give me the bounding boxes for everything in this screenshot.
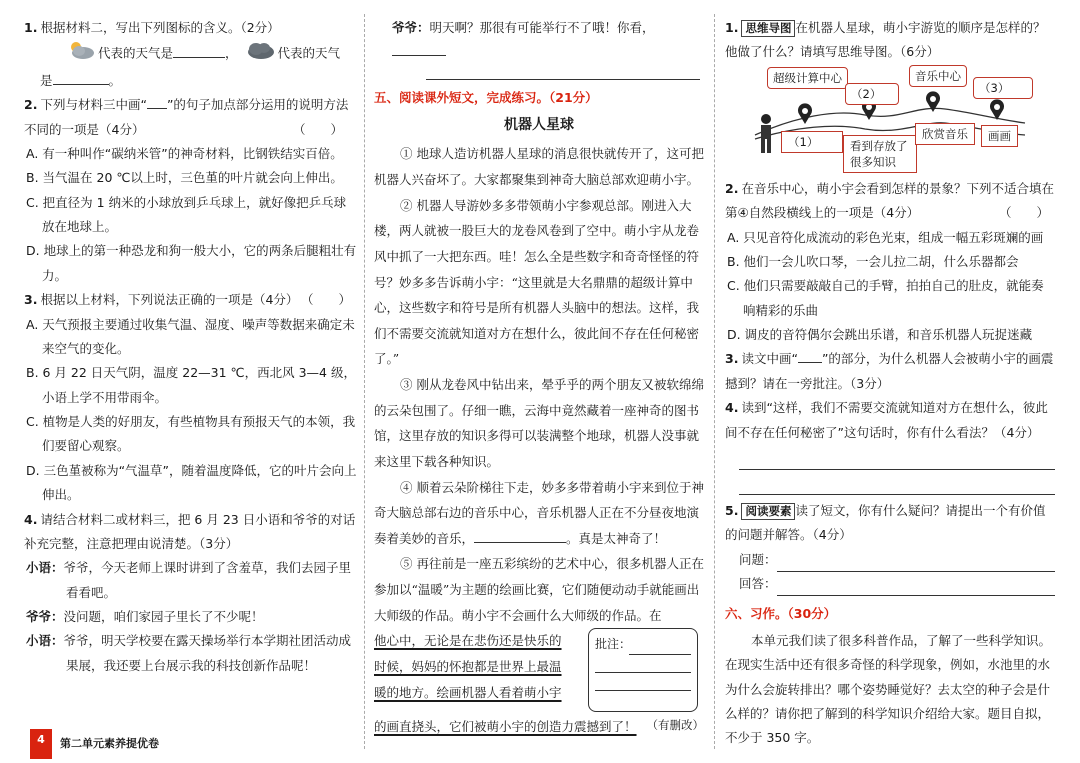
- answer-option[interactable]: B. 6 月 22 日天气阴，温度 22—31 ℃，西北风 3—4 级，小语上学不用带雨伞。: [26, 365, 356, 405]
- question-1-mindmap: 1. 思维导图 在机器人星球，萌小宇游览的顺序是怎样的？他做了什么？请填写思维导图。（6分）: [725, 20, 1046, 60]
- annotation-box[interactable]: 批注：: [588, 628, 698, 712]
- location-pin-icon: [925, 91, 941, 113]
- location-pin-icon: [989, 99, 1005, 121]
- column-divider: [364, 14, 365, 749]
- answer-blank[interactable]: [173, 45, 225, 58]
- answer-option[interactable]: D. 三色堇被称为“气温草”，随着温度降低，它的叶片会向上伸出。: [26, 462, 357, 503]
- answer-option[interactable]: A. 天气预报主要通过收集气温、湿度、噪声等数据来确定未来空气的变化。: [26, 316, 355, 356]
- answer-paren[interactable]: （ ）: [998, 205, 1049, 221]
- answer-option[interactable]: C. 植物是人类的好朋友，有些植物具有预报天气的本领，我们要留心观察。: [26, 414, 356, 454]
- mindmap-tag: 思维导图: [741, 20, 795, 37]
- question-3: 3. 读文中画“ ”的部分，为什么机器人会被萌小宇的画震撼到？请在一旁批注。（3分）: [725, 351, 1054, 391]
- question-4: 4. 请结合材料二或材料三，把 6 月 23 日小语和爷爷的对话补充完整，注意把理由说清楚。（3分）: [24, 511, 356, 551]
- answer-line[interactable]: [739, 445, 1055, 470]
- child-figure-icon: [755, 113, 777, 155]
- paragraph: ② 机器人导游妙多多带领萌小宇参观总部。刚进入大楼，两人就被一股巨大的龙卷风卷到了空中。萌小宇从龙卷风中抓了一大把东西。哇！怎么全是些数字和奇奇怪怪的符号？妙多多告诉萌小宇：“这里就是大名鼎鼎的超级计算中心，这些数字和符号是所有机器人头脑中的想法。这样，我们不需要交流就知道对方在想什么，彼此间不存在任何秘密了。”: [374, 197, 700, 367]
- mind-map: [725, 65, 1055, 177]
- question-4: 4. 读到“这样，我们不需要交流就知道对方在想什么，彼此间不存在任何秘密了”这句话时，你有什么看法？（4分）: [725, 400, 1048, 440]
- mindmap-node-enjoy-music: 欣赏音乐: [915, 123, 975, 145]
- section-five-heading: 五、阅读课外短文，完成练习。（21分）: [374, 89, 598, 105]
- mindmap-node-computing: 超级计算中心: [767, 67, 848, 89]
- column-right: [725, 16, 1055, 751]
- question-5-ask: 问题：: [725, 548, 1055, 572]
- column-left: [24, 16, 357, 678]
- passage-title: 机器人星球: [504, 117, 574, 134]
- mindmap-node-drawing: 画画: [981, 125, 1018, 147]
- cloudy-weather-icon: [66, 40, 96, 68]
- answer-option[interactable]: A. 有一种叫作“碳纳米管”的神奇材料，比钢铁结实百倍。: [26, 145, 343, 161]
- overcast-weather-icon: [244, 40, 276, 68]
- mindmap-node-blank-2[interactable]: （2）: [845, 83, 899, 105]
- paragraph: ⑤ 再往前是一座五彩缤纷的艺术中心，很多机器人正在参加以“温暖”为主题的绘画比赛，它们随便动动手就能画出大师级的作品。萌小宇不会画什么大师级的作品。在: [374, 556, 704, 623]
- question-5-answer: 回答：: [725, 572, 1055, 596]
- paragraph: ① 地球人造访机器人星球的消息很快就传开了，这可把机器人兴奋坏了。大家都聚集到神奇大脑总部欢迎萌小宇。: [374, 146, 704, 188]
- mindmap-node-blank-3[interactable]: （3）: [973, 77, 1033, 99]
- question-2: 2. 下列与材料三中画“ ”的句子加点部分运用的说明方法不同的一项是（4分） （ ）: [24, 93, 357, 142]
- answer-option[interactable]: B. 当气温在 20 ℃以上时，三色堇的叶片就会向上伸出。: [26, 170, 343, 186]
- question-2-options: [24, 142, 357, 288]
- essay-prompt: 本单元我们读了很多科普作品，了解了一些科学知识。在现实生活中还有很多奇怪的科学现象，例如，水池里的水为什么会旋转排出？哪个姿势睡觉好？去太空的种子会是什么样的？请你把了解到的科学知识介绍给大家。题目自拟，不少于 350 字。: [725, 632, 1052, 746]
- question-2: 2. 在音乐中心，萌小宇会看到怎样的景象？下列不适合填在第④自然段横线上的一项是（4分） （ ）: [725, 177, 1055, 226]
- question-1-line: 代表的天气是 ， 代表的天气: [24, 40, 357, 68]
- answer-line[interactable]: [777, 572, 1055, 596]
- answer-paren[interactable]: （ ）: [292, 121, 343, 137]
- question-2-options: [725, 226, 1055, 348]
- question-1: 1. 根据材料二，写出下列图标的含义。（2分）: [24, 20, 280, 35]
- paragraph: ③ 刚从龙卷风中钻出来，晕乎乎的两个朋友又被软绵绵的云朵包围了。仔细一瞧，云海中竟然藏着一座神奇的图书馆，这里存放的知识多得可以装满整个地球，机器人没事就来这里下载各种知识。: [374, 377, 704, 469]
- reading-element-tag: 阅读要素: [741, 503, 795, 520]
- mindmap-node-music: 音乐中心: [909, 65, 967, 87]
- answer-option[interactable]: C. 把直径为 1 纳米的小球放到乒乓球上，就好像把乒乓球放在地球上。: [26, 194, 347, 234]
- mindmap-node-blank-1[interactable]: （1）: [781, 131, 843, 153]
- page-footer: [30, 729, 159, 759]
- answer-option[interactable]: B. 他们一会儿吹口琴，一会儿拉二胡，什么乐器都会: [727, 253, 1019, 269]
- mindmap-node-knowledge: 看到存放了很多知识: [843, 135, 917, 173]
- footer-label: 第二单元素养提优卷: [60, 737, 159, 751]
- question-3-options: [24, 313, 357, 508]
- column-middle: [374, 16, 704, 740]
- dialogue-line: 爷爷：没问题，咱们家园子里长了不少呢！: [26, 609, 264, 624]
- dialogue-continued: 爷爷：明天啊？那很有可能举行不了哦！你看，: [374, 16, 704, 65]
- answer-option[interactable]: C. 他们只需要敲敲自己的手臂，拍拍自己的肚皮，就能奏响精彩的乐曲: [727, 278, 1044, 318]
- dialogue-line: 小语：爷爷，明天学校要在露天操场举行本学期社团活动成果展，我还要上台展示我的科技创新作品呢！: [26, 633, 352, 673]
- answer-option[interactable]: D. 地球上的第一种恐龙和狗一般大小，它的两条后腿粗壮有力。: [26, 243, 357, 283]
- source-note: （有删改）: [646, 718, 704, 733]
- column-divider: [714, 14, 715, 749]
- answer-line[interactable]: [739, 470, 1055, 495]
- underlined-part: 他心中，无论是在悲伤还是快乐的 时候，妈妈的怀抱都是世界上最温 暖的地方。绘画机器人看着萌小宇 批注：: [374, 628, 704, 714]
- answer-option[interactable]: D. 调皮的音符偶尔会跳出乐谱，和音乐机器人玩捉迷藏: [727, 327, 1033, 342]
- answer-line[interactable]: [777, 548, 1055, 572]
- question-3: 3. 根据以上材料，下列说法正确的一项是（4分） （ ）: [24, 288, 357, 312]
- question-1-line3: 是 。: [40, 72, 122, 88]
- answer-line[interactable]: [426, 65, 700, 80]
- question-5: 5. 阅读要素 读了短文，你有什么疑问？请提出一个有价值的问题并解答。（4分）: [725, 502, 1046, 543]
- answer-option[interactable]: A. 只见音符化成流动的彩色光束，组成一幅五彩斑斓的画: [727, 229, 1044, 245]
- answer-blank[interactable]: [53, 72, 109, 85]
- page-number: 4: [30, 729, 52, 759]
- location-pin-icon: [797, 103, 813, 125]
- passage: ① 地球人造访机器人星球的消息很快就传开了，这可把机器人兴奋坏了。大家都聚集到神奇大脑总部欢迎萌小宇。 ② 机器人导游妙多多带领萌小宇参观总部。刚进入大楼，两人就被一股巨大的龙卷风卷到了空中。萌小宇从龙卷风中抓了一大把东西。哇！怎么全是些数字和奇奇怪怪的符号？妙多多告诉萌小宇：“这里就是大名鼎鼎的超级计算中心，这些数字和符号是所有机器人头脑中的想法。这样，我们不需要交流就知道对方在想什么，彼此间不存在任何秘密了。” ③ 刚从龙卷风中钻出来，晕乎乎的两个朋友又被软绵绵的云朵包围了。仔细一瞧，云海中竟然藏着一座神奇的图书馆，这里存放的知识多得可以装满整个地球，机器人没事就来这里下载各种知识。 ④ 顺着云朵阶梯往下走，妙多多带着萌小宇来到位于神奇大脑总部右边的音乐中心，音乐机器人正在不分昼夜地演奏着美妙的音乐， 。真是太神奇了！ ⑤ 再往前是一座五彩缤纷的艺术中心，很多机器人正在参加以“温暖”为主题的绘画比赛，它们随便动动手就能画出大师级的作品。萌小宇不会画什么大师级的作品。在 他心中，无论是在悲伤还是快乐的 时候，妈妈的怀抱都是世界上最温 暖的地方。绘画机器人看着萌小宇 批注： 的画直挠头，它们被萌小宇的创造力震撼到了！ （有删改）: [374, 141, 704, 740]
- answer-paren[interactable]: （ ）: [300, 292, 351, 308]
- paragraph: ④ 顺着云朵阶梯往下走，妙多多带着萌小宇来到位于神奇大脑总部右边的音乐中心，音乐机器人正在不分昼夜地演奏着美妙的音乐， 。真是太神奇了！: [374, 479, 704, 546]
- answer-blank[interactable]: [392, 43, 446, 56]
- section-six-heading: 六、习作。（30分）: [725, 606, 837, 622]
- answer-blank[interactable]: [474, 530, 566, 543]
- dialogue-line: 小语：爷爷，今天老师上课时讲到了含羞草，我们去园子里看看吧。: [26, 560, 352, 600]
